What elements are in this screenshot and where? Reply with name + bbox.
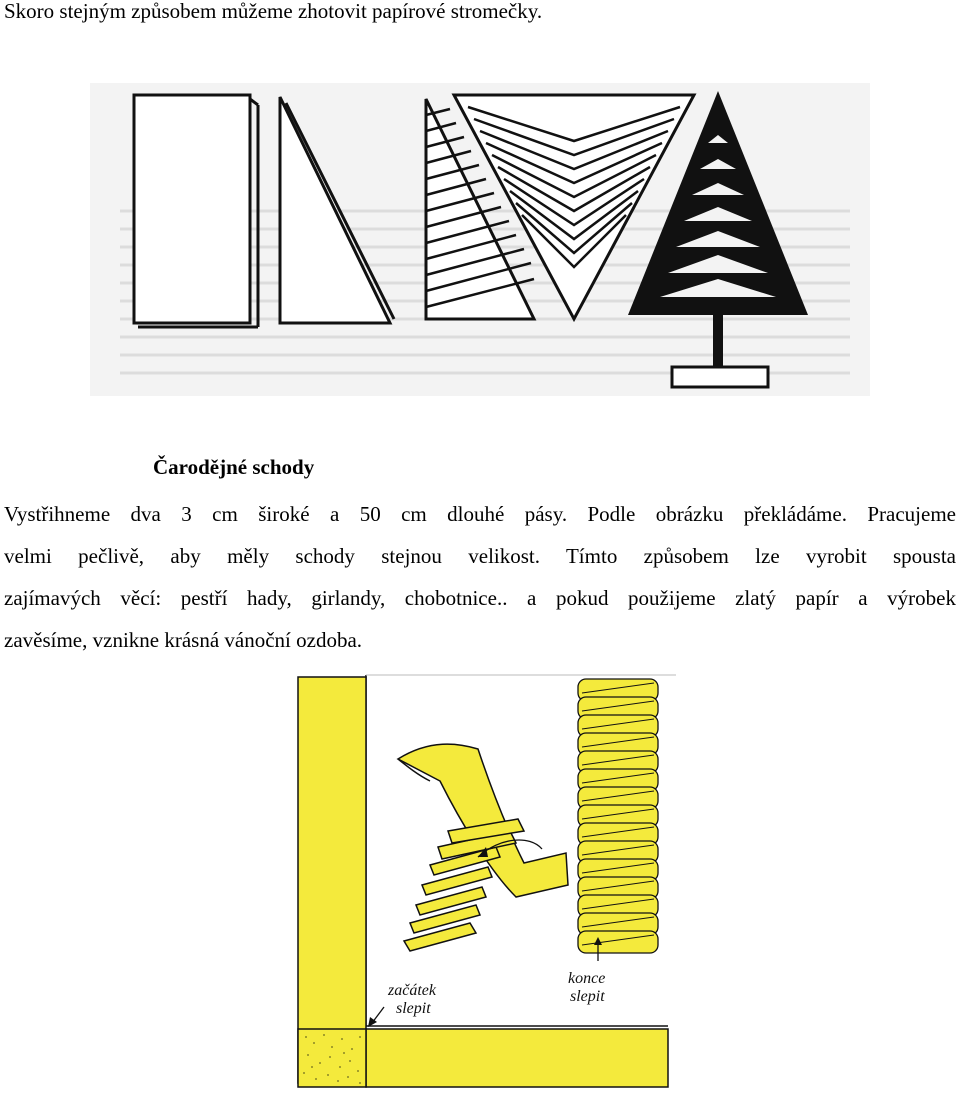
paragraph-last-line: zavěsíme, vznikne krásná vánoční ozdoba.: [4, 628, 363, 652]
paragraph-line: velmi pečlivě, aby měly schody stejnou velikost. Tímto způsobem lze vyrobit spousta: [4, 544, 956, 568]
vertical-strip: [298, 677, 366, 1083]
label-ends-glue: slepit: [570, 988, 605, 1005]
section-heading: Čarodějné schody: [153, 455, 315, 479]
magic-stairs-figure: [280, 671, 680, 1094]
paragraph-line: zajímavých věcí: pestří hady, girlandy, chobotnice.. a pokud použijeme zlatý papír a výrobek: [4, 586, 956, 610]
horizontal-strip: [366, 1029, 668, 1087]
label-start-glue: slepit: [396, 1000, 431, 1017]
paper-tree-figure: [90, 83, 870, 396]
glued-corner: [298, 1029, 366, 1087]
intro-text: Skoro stejným způsobem můžeme zhotovit papírové stromečky.: [4, 0, 543, 23]
fold-step-1: [134, 95, 258, 327]
paragraph-line: Vystřihneme dva 3 cm široké a 50 cm dlouhé pásy. Podle obrázku překládáme. Pracujeme: [4, 502, 956, 526]
label-ends: konce: [568, 970, 606, 987]
instructions-paragraph: [4, 493, 956, 619]
label-start: začátek: [388, 982, 436, 999]
